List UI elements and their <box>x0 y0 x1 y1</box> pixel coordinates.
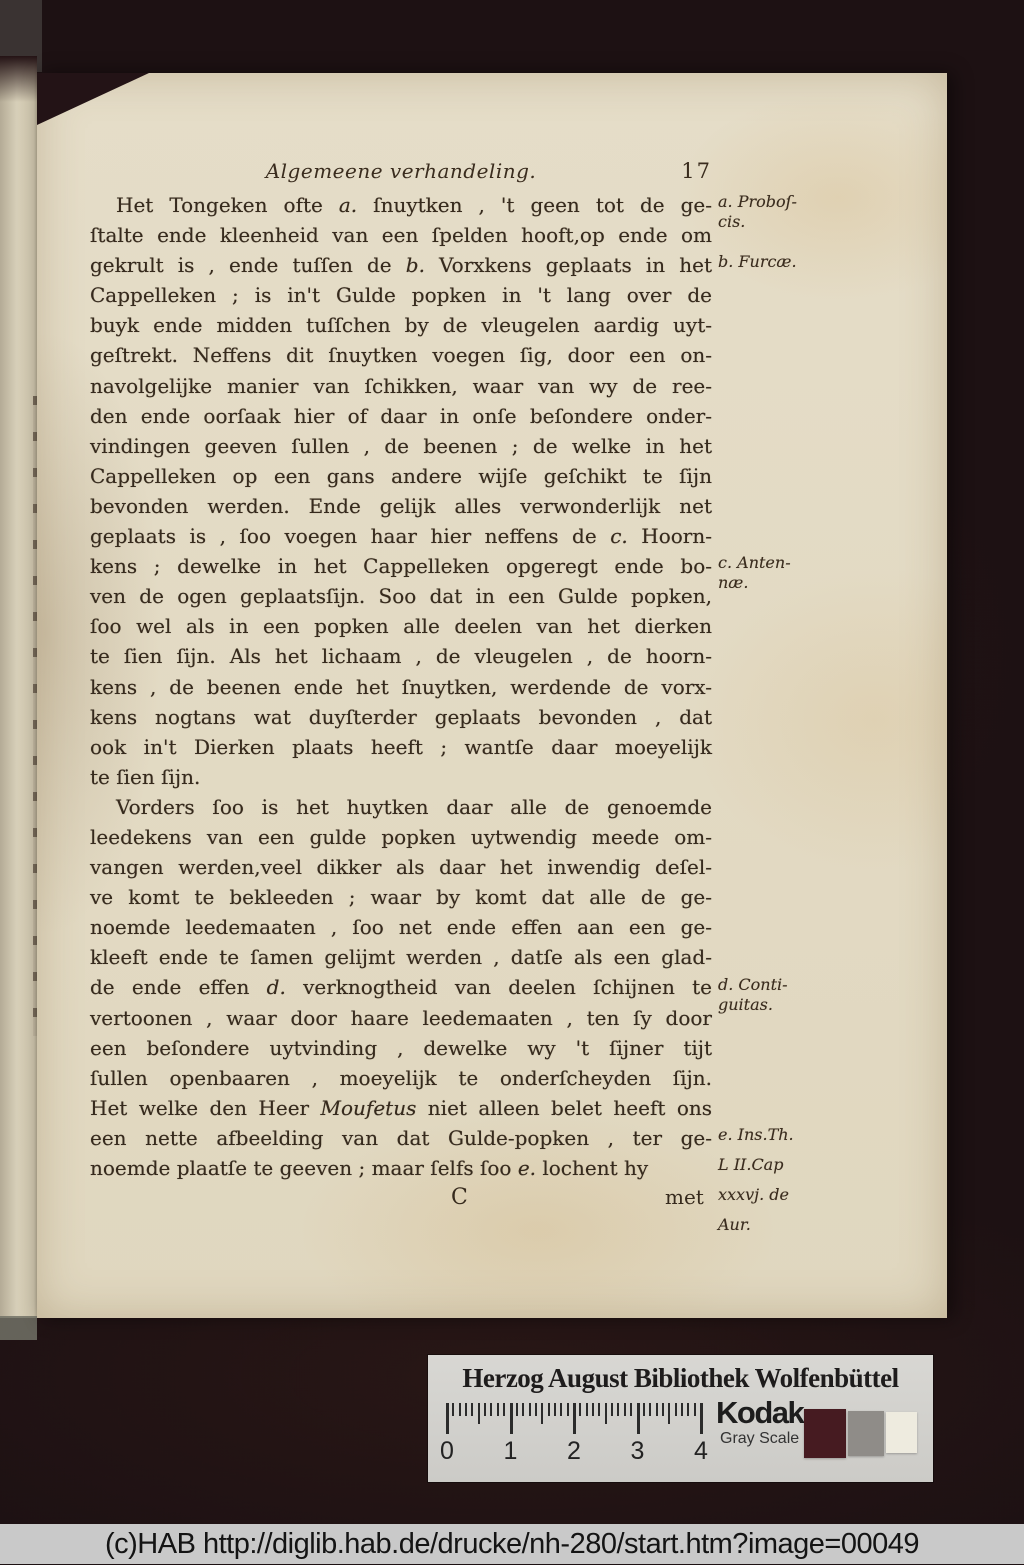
body-text-block <box>90 190 712 1183</box>
body-text-line: te ſien ſijn. Als het lichaam , de vleugelen , de hoorn- <box>90 644 712 669</box>
ruler-number: 4 <box>694 1437 708 1465</box>
ruler-tick <box>535 1403 537 1416</box>
ruler-tick <box>668 1403 670 1424</box>
body-text-line: Vorders ſoo is het huytken daar alle de genoemde <box>116 794 712 819</box>
ruler-tick <box>510 1403 513 1434</box>
body-text-line: leedekens van een gulde popken uytwendig meede om- <box>90 824 712 849</box>
ruler-tick <box>586 1403 588 1416</box>
image-credit-text: (c)HAB http://diglib.hab.de/drucke/nh-280/start.htm?image=00049 <box>104 1528 920 1560</box>
ruler-tick <box>694 1403 696 1416</box>
ruler-tick <box>452 1403 454 1416</box>
ruler-tick <box>497 1403 499 1416</box>
body-text-line: buyk ende midden tuſſchen by de vleugelen aardig uyt- <box>90 313 712 338</box>
ruler-tick <box>605 1403 607 1424</box>
book-page <box>37 73 947 1318</box>
body-text-line: vangen werden,veel dikker als daar het inwendig deſel- <box>90 855 712 880</box>
ruler-tick <box>478 1403 480 1424</box>
margin-note: c. Anten- <box>718 553 791 573</box>
margin-note: b. Furcæ. <box>718 252 797 272</box>
margin-note: L II.Cap <box>718 1155 784 1175</box>
ruler-tick <box>465 1403 467 1416</box>
ruler-tick <box>675 1403 677 1416</box>
ruler-number: 3 <box>630 1437 645 1465</box>
body-text-line: navolgelijke manier van ſchikken, waar van wy de ree- <box>90 373 712 398</box>
ruler-tick <box>490 1403 492 1416</box>
ruler-tick <box>643 1403 645 1416</box>
library-name: Herzog August Bibliothek Wolfenbüttel <box>462 1363 899 1393</box>
ruler-tick <box>656 1403 658 1416</box>
ruler-tick <box>541 1403 543 1424</box>
cover-corner-shadow <box>37 73 149 125</box>
body-text-line: Cappelleken ; is in't Gulde popken in 't lang over de <box>90 283 712 308</box>
ruler-tick <box>592 1403 594 1416</box>
gray-scale-patches <box>804 1409 919 1458</box>
body-text-line: ve komt te bekleeden ; waar by komt dat alle de ge- <box>90 885 712 910</box>
ruler-tick <box>459 1403 461 1416</box>
body-text-line: kleeft ende te ſamen gelijmt werden , datſe als een glad- <box>90 945 712 970</box>
page-number: 17 <box>681 159 712 183</box>
ruler-tick <box>471 1403 473 1416</box>
margin-note: d. Conti- <box>718 974 788 994</box>
body-text-line: een beſondere uytvinding , dewelke wy 't ſijner tijt <box>90 1035 712 1060</box>
running-head: Algemeene verhandeling. <box>265 159 537 183</box>
body-text-line: vindingen geeven ſullen , de beenen ; de welke in het <box>90 433 712 458</box>
margin-note: guitas. <box>718 994 773 1014</box>
ruler-tick <box>611 1403 613 1416</box>
margin-note: xxxvj. de <box>718 1185 789 1205</box>
body-text-line: Cappelleken op een gans andere wijſe geſchikt te ſijn <box>90 463 712 488</box>
cm-ruler <box>442 1403 718 1475</box>
body-text-line: de ende effen d. verknogtheid van deelen ſchijnen te <box>90 975 713 1000</box>
margin-note: e. Ins.Th. <box>718 1125 794 1145</box>
margin-note: Aur. <box>718 1215 751 1235</box>
kodak-brand: Kodak <box>716 1395 804 1430</box>
book-fore-edge <box>0 56 37 1318</box>
ruler-tick <box>649 1403 651 1416</box>
body-text-line: ſullen openbaaren , moeyelijk te onderſcheyden ſijn. <box>90 1065 712 1090</box>
body-text-line: noemde plaatſe te geeven ; maar ſelfs ſoo e. lochent hy <box>90 1156 649 1180</box>
body-text-line: ſoo wel als in een popken alle deelen van het dierken <box>90 614 712 639</box>
body-text-line: gekrult is , ende tuſſen de b. Vorxkens geplaats in het <box>90 253 712 278</box>
ruler-tick <box>624 1403 626 1416</box>
ruler-tick <box>598 1403 600 1416</box>
body-text-line: vertoonen , waar door haare leedemaaten , ten ſy door <box>90 1005 712 1030</box>
catchword: met <box>665 1185 704 1209</box>
image-credit-bar <box>0 1524 1024 1564</box>
ruler-tick <box>579 1403 581 1416</box>
body-text-line: den ende oorſaak hier of daar in onſe beſondere onder- <box>90 403 712 428</box>
margin-note: cis. <box>718 212 746 232</box>
ruler-tick <box>516 1403 518 1416</box>
gray-scale-patch <box>848 1411 884 1456</box>
body-text-line: Het welke den Heer Moufetus niet alleen belet heeft ons <box>90 1095 712 1120</box>
book-cover-edge <box>0 1316 37 1340</box>
ruler-tick <box>503 1403 505 1416</box>
margin-note: a. Proboſ- <box>718 192 797 211</box>
ruler-tick <box>573 1403 576 1434</box>
quire-signature: C <box>451 1185 468 1210</box>
ruler-number: 1 <box>503 1437 518 1465</box>
ruler-number: 2 <box>567 1437 581 1465</box>
ruler-tick <box>554 1403 556 1416</box>
body-text-line: kens , de beenen ende het ſnuytken, werdende de vorx- <box>90 674 712 699</box>
ruler-tick <box>630 1403 632 1416</box>
ruler-tick <box>560 1403 562 1416</box>
ruler-tick <box>522 1403 524 1416</box>
body-text-line: ſtalte ende kleenheid van een ſpelden hooft,op ende om <box>90 223 712 248</box>
body-text-line: bevonden werden. Ende gelijk alles verwonderlijk net <box>90 493 712 518</box>
body-text-line: noemde leedemaaten , ſoo net ende effen aan een ge- <box>90 915 712 940</box>
ruler-tick <box>681 1403 683 1416</box>
ruler-tick <box>484 1403 486 1416</box>
library-label <box>428 1355 933 1482</box>
ruler-tick <box>617 1403 619 1416</box>
body-text-line: te ſien ſijn. <box>90 764 201 789</box>
margin-note: næ. <box>718 573 749 593</box>
ruler-tick <box>548 1403 550 1416</box>
body-text-line: een nette afbeelding van dat Gulde-popken , ter ge- <box>90 1125 712 1150</box>
body-text-line: kens nogtans wat duyſterder geplaats bevonden , dat <box>90 704 712 729</box>
ruler-tick <box>700 1403 703 1434</box>
body-text-line: ven de ogen geplaatsſijn. Soo dat in een Gulde popken, <box>90 584 712 609</box>
ruler-tick <box>567 1403 569 1416</box>
ruler-tick <box>529 1403 531 1416</box>
body-text-line: ook in't Dierken plaats heeft ; wantſe daar moeyelijk <box>90 734 712 759</box>
body-text-line: geplaats is , ſoo voegen haar hier neffens de c. Hoorn- <box>90 524 712 549</box>
ruler-tick <box>446 1403 449 1434</box>
body-text-line: geſtrekt. Neffens dit ſnuytken voegen ſig, door een on- <box>90 343 712 368</box>
ruler-number: 0 <box>440 1437 454 1465</box>
body-text-line: Het Tongeken ofte a. ſnuytken , 't geen tot de ge- <box>116 193 712 217</box>
body-text-line: kens ; dewelke in het Cappelleken opgeregt ende bo- <box>90 554 712 579</box>
gray-scale-patch <box>804 1409 846 1458</box>
ruler-tick <box>662 1403 664 1416</box>
ruler-tick <box>637 1403 640 1434</box>
ruler-tick <box>687 1403 689 1416</box>
gray-scale-label: Gray Scale <box>720 1430 800 1447</box>
gray-scale-patch <box>886 1412 917 1453</box>
